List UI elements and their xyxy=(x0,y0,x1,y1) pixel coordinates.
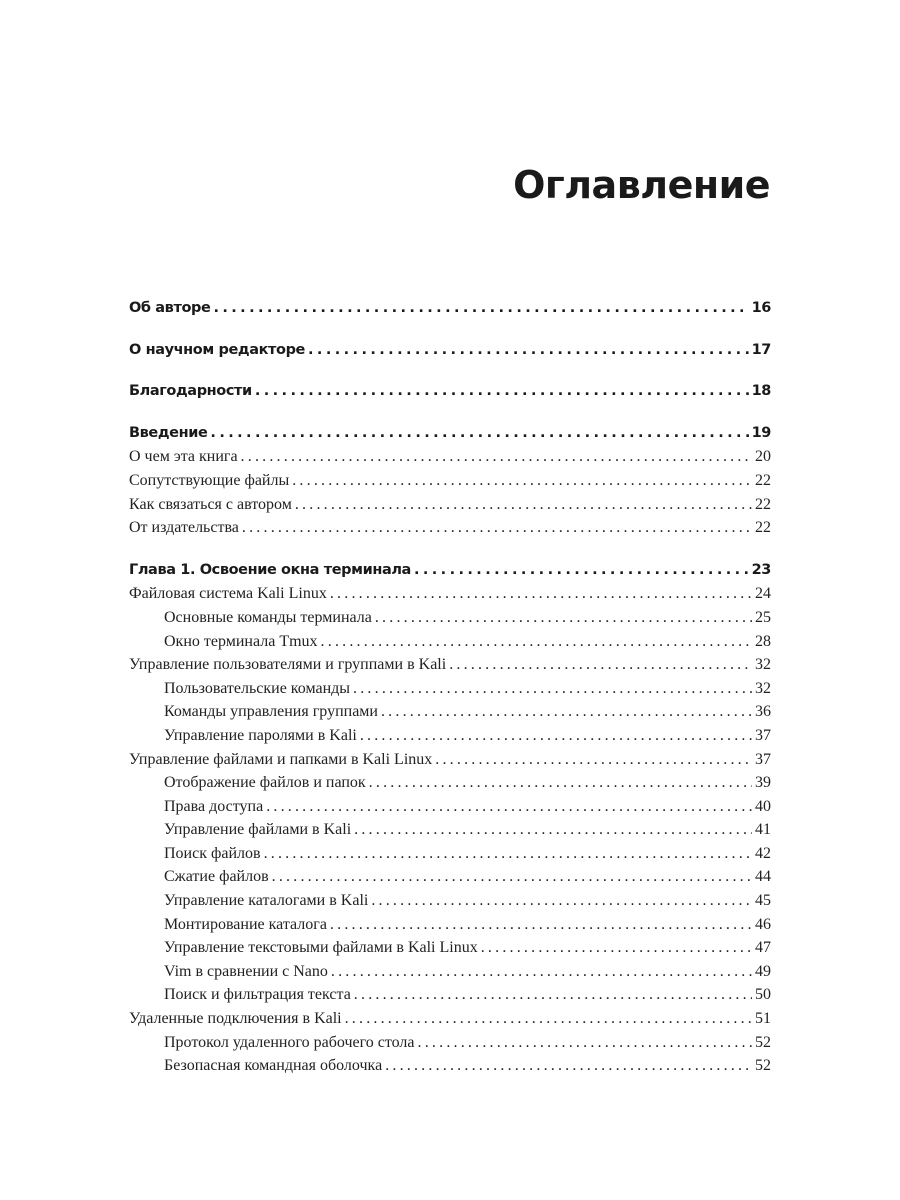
toc-entry xyxy=(129,1054,771,1078)
toc-entry-title: Отображение файлов и папок xyxy=(164,774,366,792)
dot-leader xyxy=(210,422,748,446)
toc-entry-title: Пользовательские команды xyxy=(164,679,351,697)
toc-entry-page-number: 19 xyxy=(751,424,771,441)
toc-section-entry xyxy=(129,339,771,363)
dot-leader xyxy=(308,339,749,363)
toc-entry-title: Поиск файлов xyxy=(164,844,261,862)
toc-entry-page-number: 42 xyxy=(755,844,771,862)
dot-leader xyxy=(345,1007,752,1031)
toc-entry-page-number: 37 xyxy=(755,750,771,768)
toc-entry-page-number: 52 xyxy=(755,1057,771,1075)
toc-entry-title: Глава 1. Освоение окна терминала xyxy=(129,561,411,578)
toc-entry xyxy=(129,1031,771,1055)
dot-leader xyxy=(331,960,752,984)
dot-leader xyxy=(321,630,752,654)
toc-section-entry xyxy=(129,422,771,446)
toc-entry-title: Основные команды терминала xyxy=(164,608,372,626)
dot-leader xyxy=(360,724,752,748)
toc-entry-page-number: 24 xyxy=(755,585,771,603)
toc-entry-page-number: 50 xyxy=(755,986,771,1004)
toc-entry-page-number: 52 xyxy=(755,1033,771,1051)
toc-entry-page-number: 40 xyxy=(755,797,771,815)
dot-leader xyxy=(353,677,752,701)
toc-entry-page-number: 25 xyxy=(755,608,771,626)
toc-entry-title: О чем эта книга xyxy=(129,448,238,466)
page-title: Оглавление xyxy=(513,163,770,208)
toc-entry-page-number: 18 xyxy=(751,383,771,400)
toc-entry-title: Vim в сравнении с Nano xyxy=(164,962,328,980)
toc-entry xyxy=(129,842,771,866)
dot-leader xyxy=(241,445,752,469)
toc-entry xyxy=(129,677,771,701)
toc-entry-title: Безопасная командная оболочка xyxy=(164,1057,383,1075)
toc-entry xyxy=(129,582,771,606)
dot-leader xyxy=(369,771,752,795)
toc-entry-page-number: 32 xyxy=(755,679,771,697)
toc-entry xyxy=(129,771,771,795)
toc-entry xyxy=(129,516,771,540)
toc-entry-page-number: 28 xyxy=(755,632,771,650)
dot-leader xyxy=(481,936,752,960)
toc-entry-title: Управление паролями в Kali xyxy=(164,726,357,744)
toc-entry xyxy=(129,818,771,842)
dot-leader xyxy=(264,842,752,866)
toc-entry xyxy=(129,865,771,889)
toc-entry xyxy=(129,983,771,1007)
toc-entry-page-number: 17 xyxy=(751,341,771,358)
dot-leader xyxy=(354,983,752,1007)
toc-entry-page-number: 47 xyxy=(755,939,771,957)
toc-entry-page-number: 37 xyxy=(755,726,771,744)
toc-entry-title: Управление файлами в Kali xyxy=(164,821,352,839)
toc-entry-page-number: 41 xyxy=(755,821,771,839)
toc-entry-page-number: 49 xyxy=(755,962,771,980)
toc-entry-title: Управление файлами и папками в Kali Linux xyxy=(129,750,433,768)
toc-entry-page-number: 51 xyxy=(755,1010,771,1028)
toc-entry-title: Права доступа xyxy=(164,797,264,815)
toc-section-entry xyxy=(129,297,771,321)
toc-entry xyxy=(129,913,771,937)
toc-entry-title: Окно терминала Tmux xyxy=(164,632,318,650)
table-of-contents xyxy=(129,297,771,1078)
toc-entry-title: Поиск и фильтрация текста xyxy=(164,986,351,1004)
toc-entry-page-number: 22 xyxy=(755,471,771,489)
dot-leader xyxy=(295,493,752,517)
dot-leader xyxy=(242,516,752,540)
toc-entry-title: Сжатие файлов xyxy=(164,868,269,886)
dot-leader xyxy=(418,1031,752,1055)
dot-leader xyxy=(414,559,749,583)
toc-entry-page-number: 45 xyxy=(755,892,771,910)
toc-entry-page-number: 44 xyxy=(755,868,771,886)
toc-entry-page-number: 16 xyxy=(751,300,771,316)
dot-leader xyxy=(330,582,752,606)
dot-leader xyxy=(375,606,752,630)
toc-entry-title: Управление пользователями и группами в Kali xyxy=(129,656,447,674)
toc-entry-title: Команды управления группами xyxy=(164,703,378,721)
toc-entry xyxy=(129,445,771,469)
toc-entry xyxy=(129,653,771,677)
toc-entry xyxy=(129,469,771,493)
toc-entry-page-number: 23 xyxy=(751,561,771,578)
toc-entry-page-number: 32 xyxy=(755,656,771,674)
toc-entry-title: Благодарности xyxy=(129,383,252,400)
toc-entry-page-number: 22 xyxy=(755,495,771,513)
toc-entry-title: О научном редакторе xyxy=(129,341,305,358)
dot-leader xyxy=(435,748,752,772)
dot-leader xyxy=(381,700,752,724)
dot-leader xyxy=(266,795,752,819)
toc-entry-page-number: 39 xyxy=(755,774,771,792)
toc-entry xyxy=(129,960,771,984)
toc-section-entry xyxy=(129,559,771,583)
toc-section-entry xyxy=(129,380,771,404)
toc-entry-title: Протокол удаленного рабочего стола xyxy=(164,1033,415,1051)
toc-entry xyxy=(129,936,771,960)
toc-entry-title: Как связаться с автором xyxy=(129,495,292,513)
toc-entry-title: Сопутствующие файлы xyxy=(129,471,290,489)
dot-leader xyxy=(330,913,752,937)
dot-leader xyxy=(255,380,749,404)
toc-entry xyxy=(129,700,771,724)
toc-entry xyxy=(129,889,771,913)
dot-leader xyxy=(272,865,752,889)
toc-entry-title: Об авторе xyxy=(129,300,211,316)
toc-entry-page-number: 36 xyxy=(755,703,771,721)
dot-leader xyxy=(213,297,748,321)
dot-leader xyxy=(354,818,752,842)
toc-entry-page-number: 22 xyxy=(755,519,771,537)
dot-leader xyxy=(371,889,752,913)
dot-leader xyxy=(292,469,752,493)
dot-leader xyxy=(385,1054,752,1078)
toc-entry xyxy=(129,748,771,772)
toc-entry xyxy=(129,795,771,819)
toc-entry-title: Удаленные подключения в Kali xyxy=(129,1010,342,1028)
toc-entry-page-number: 20 xyxy=(755,448,771,466)
toc-entry xyxy=(129,493,771,517)
toc-entry xyxy=(129,1007,771,1031)
toc-entry-title: От издательства xyxy=(129,519,239,537)
toc-entry-title: Монтирование каталога xyxy=(164,915,327,933)
toc-entry-title: Введение xyxy=(129,424,208,441)
toc-entry xyxy=(129,606,771,630)
dot-leader xyxy=(449,653,752,677)
toc-entry-page-number: 46 xyxy=(755,915,771,933)
toc-entry xyxy=(129,630,771,654)
toc-entry-title: Файловая система Kali Linux xyxy=(129,585,327,603)
toc-entry xyxy=(129,724,771,748)
toc-entry-title: Управление текстовыми файлами в Kali Linux xyxy=(164,939,478,957)
toc-entry-title: Управление каталогами в Kali xyxy=(164,892,369,910)
